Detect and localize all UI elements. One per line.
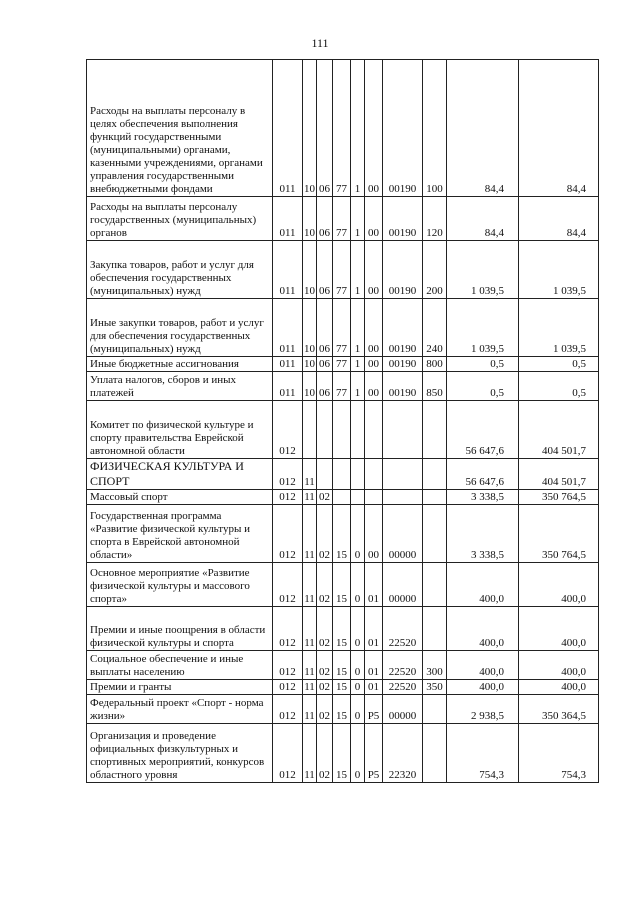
- row-sum-1: 0,5: [447, 372, 519, 401]
- row-program: 15: [333, 724, 351, 783]
- row-subsection: 02: [317, 563, 333, 607]
- row-event: [365, 401, 383, 459]
- row-expense-type: 120: [423, 197, 447, 241]
- row-sum-1: 84,4: [447, 197, 519, 241]
- row-section: 11: [303, 459, 317, 490]
- row-event: 00: [365, 60, 383, 197]
- row-direction: 22320: [383, 724, 423, 783]
- table-row: [87, 372, 599, 401]
- row-section: 11: [303, 724, 317, 783]
- row-expense-type: [423, 401, 447, 459]
- row-event: 01: [365, 607, 383, 651]
- row-sum-1: 56 647,6: [447, 459, 519, 490]
- row-name: Премии и гранты: [87, 680, 273, 695]
- row-sum-2: 350 764,5: [519, 490, 599, 505]
- row-direction: 22520: [383, 607, 423, 651]
- row-subprogram: 1: [351, 372, 365, 401]
- row-sum-2: 404 501,7: [519, 459, 599, 490]
- row-sum-1: 754,3: [447, 724, 519, 783]
- table-row: [87, 401, 599, 459]
- row-sum-2: 84,4: [519, 197, 599, 241]
- row-event: [365, 490, 383, 505]
- row-sum-2: 350 364,5: [519, 695, 599, 724]
- row-section: 11: [303, 695, 317, 724]
- row-direction: 00000: [383, 563, 423, 607]
- row-subprogram: 0: [351, 505, 365, 563]
- row-direction: 22520: [383, 651, 423, 680]
- row-subprogram: 0: [351, 695, 365, 724]
- row-event: 00: [365, 372, 383, 401]
- row-program: 77: [333, 241, 351, 299]
- row-subprogram: [351, 490, 365, 505]
- row-subsection: 02: [317, 490, 333, 505]
- table-row: [87, 60, 599, 197]
- row-subsection: [317, 401, 333, 459]
- row-expense-type: [423, 505, 447, 563]
- row-name: Закупка товаров, работ и услуг для обеспечения государственных (муниципальных) нужд: [87, 241, 273, 299]
- row-name: Уплата налогов, сборов и иных платежей: [87, 372, 273, 401]
- row-subsection: 06: [317, 299, 333, 357]
- row-event: [365, 459, 383, 490]
- row-subsection: [317, 459, 333, 490]
- row-sum-2: 400,0: [519, 651, 599, 680]
- row-expense-type: [423, 563, 447, 607]
- row-direction: 00190: [383, 197, 423, 241]
- row-sum-2: 1 039,5: [519, 241, 599, 299]
- row-program: 77: [333, 357, 351, 372]
- row-ved-code: 012: [273, 505, 303, 563]
- row-section: 11: [303, 563, 317, 607]
- table-row: [87, 197, 599, 241]
- row-program: 15: [333, 505, 351, 563]
- row-event: P5: [365, 724, 383, 783]
- row-sum-1: 84,4: [447, 60, 519, 197]
- row-sum-1: 400,0: [447, 607, 519, 651]
- row-expense-type: [423, 490, 447, 505]
- row-program: 77: [333, 372, 351, 401]
- row-ved-code: 011: [273, 241, 303, 299]
- row-program: [333, 401, 351, 459]
- row-ved-code: 012: [273, 607, 303, 651]
- page-number: 111: [311, 36, 329, 50]
- row-program: [333, 490, 351, 505]
- row-sum-1: 3 338,5: [447, 505, 519, 563]
- row-expense-type: [423, 724, 447, 783]
- row-sum-2: 400,0: [519, 680, 599, 695]
- row-ved-code: 012: [273, 490, 303, 505]
- row-direction: [383, 490, 423, 505]
- row-subsection: 06: [317, 241, 333, 299]
- row-ved-code: 012: [273, 401, 303, 459]
- row-subprogram: 1: [351, 197, 365, 241]
- row-name: ФИЗИЧЕСКАЯ КУЛЬТУРА И СПОРТ: [87, 459, 273, 490]
- row-ved-code: 011: [273, 357, 303, 372]
- row-sum-2: 1 039,5: [519, 299, 599, 357]
- row-event: 01: [365, 651, 383, 680]
- row-subsection: 06: [317, 197, 333, 241]
- row-subprogram: [351, 459, 365, 490]
- row-subprogram: 0: [351, 607, 365, 651]
- row-name: Расходы на выплаты персоналу государственных (муниципальных) органов: [87, 197, 273, 241]
- row-direction: 22520: [383, 680, 423, 695]
- row-subprogram: 0: [351, 680, 365, 695]
- row-event: 00: [365, 505, 383, 563]
- row-section: 11: [304, 491, 315, 503]
- row-direction: [383, 459, 423, 490]
- row-direction: 00190: [383, 372, 423, 401]
- row-sum-1: 3 338,5: [447, 490, 519, 505]
- table-row: [87, 505, 599, 563]
- row-section: 10: [303, 372, 317, 401]
- row-section: 10: [303, 60, 317, 197]
- row-ved-code: 012: [273, 680, 303, 695]
- row-subsection: 02: [317, 695, 333, 724]
- row-event: P5: [365, 695, 383, 724]
- row-name: Иные закупки товаров, работ и услуг для обеспечения государственных (муниципальных) нужд: [87, 299, 273, 357]
- table-row: [87, 724, 599, 783]
- row-program: 15: [333, 651, 351, 680]
- row-subprogram: 1: [351, 241, 365, 299]
- row-name: Комитет по физической культуре и спорту правительства Еврейской автономной области: [87, 401, 273, 459]
- row-sum-2: 0,5: [519, 372, 599, 401]
- row-direction: 00190: [383, 60, 423, 197]
- table-row: [87, 651, 599, 680]
- row-section: 10: [303, 241, 317, 299]
- row-sum-1: 0,5: [447, 357, 519, 372]
- row-section: 11: [304, 681, 315, 693]
- row-subsection: 02: [317, 651, 333, 680]
- row-name: Социальное обеспечение и иные выплаты населению: [87, 651, 273, 680]
- row-expense-type: 100: [423, 60, 447, 197]
- row-subsection: 02: [317, 724, 333, 783]
- row-event: 01: [365, 563, 383, 607]
- row-name: Государственная программа «Развитие физической культуры и спорта в Еврейской автономной области»: [87, 505, 273, 563]
- row-sum-1: 56 647,6: [447, 401, 519, 459]
- row-section: [303, 401, 317, 459]
- row-section: 11: [303, 505, 317, 563]
- row-sum-2: 400,0: [519, 563, 599, 607]
- row-sum-2: 350 764,5: [519, 505, 599, 563]
- row-name: Премии и иные поощрения в области физической культуры и спорта: [87, 607, 273, 651]
- row-subprogram: 0: [351, 724, 365, 783]
- row-direction: 00190: [383, 357, 423, 372]
- row-sum-1: 400,0: [447, 563, 519, 607]
- row-ved-code: 012: [273, 724, 303, 783]
- row-program: 15: [333, 680, 351, 695]
- row-name: Основное мероприятие «Развитие физической культуры и массового спорта»: [87, 563, 273, 607]
- row-program: 15: [333, 563, 351, 607]
- row-expense-type: [423, 607, 447, 651]
- row-ved-code: 012: [273, 563, 303, 607]
- row-expense-type: 240: [423, 299, 447, 357]
- row-ved-code: 012: [273, 651, 303, 680]
- row-subprogram: 1: [351, 299, 365, 357]
- row-subprogram: 0: [351, 651, 365, 680]
- row-subsection: 06: [317, 357, 333, 372]
- table-row: [87, 459, 599, 490]
- row-program: 77: [333, 197, 351, 241]
- row-expense-type: 200: [423, 241, 447, 299]
- row-program: 77: [333, 299, 351, 357]
- row-subsection: 06: [317, 372, 333, 401]
- row-program: [333, 459, 351, 490]
- row-ved-code: 011: [273, 372, 303, 401]
- row-subprogram: 0: [351, 563, 365, 607]
- table-row: [87, 357, 599, 372]
- row-sum-2: 754,3: [519, 724, 599, 783]
- row-sum-1: 400,0: [447, 651, 519, 680]
- row-direction: 00000: [383, 505, 423, 563]
- row-section: 10: [303, 197, 317, 241]
- row-section: 10: [303, 299, 317, 357]
- row-event: 00: [365, 299, 383, 357]
- row-expense-type: 300: [423, 651, 447, 680]
- row-direction: 00190: [383, 299, 423, 357]
- row-subprogram: 1: [351, 60, 365, 197]
- row-expense-type: 800: [423, 357, 447, 372]
- row-sum-2: 400,0: [519, 607, 599, 651]
- row-direction: 00190: [383, 241, 423, 299]
- budget-table: [86, 59, 599, 783]
- table-row: [87, 490, 599, 505]
- row-event: 00: [365, 197, 383, 241]
- row-program: 15: [333, 695, 351, 724]
- row-event: 00: [365, 241, 383, 299]
- row-sum-1: 2 938,5: [447, 695, 519, 724]
- row-sum-2: 404 501,7: [519, 401, 599, 459]
- row-sum-1: 1 039,5: [447, 299, 519, 357]
- row-ved-code: 011: [273, 60, 303, 197]
- row-sum-2: 0,5: [519, 357, 599, 372]
- table-row: [87, 563, 599, 607]
- row-section: 11: [303, 651, 317, 680]
- table-row: [87, 241, 599, 299]
- row-expense-type: [423, 459, 447, 490]
- row-subsection: 02: [317, 680, 333, 695]
- row-sum-2: 84,4: [519, 60, 599, 197]
- row-subsection: 06: [317, 60, 333, 197]
- row-name: Иные бюджетные ассигнования: [87, 357, 273, 372]
- row-direction: [383, 401, 423, 459]
- row-section: 11: [303, 607, 317, 651]
- row-event: 01: [365, 680, 383, 695]
- row-direction: 00000: [383, 695, 423, 724]
- row-section: 10: [304, 358, 315, 370]
- table-body: [87, 60, 599, 783]
- row-expense-type: 350: [423, 680, 447, 695]
- row-event: 00: [365, 357, 383, 372]
- row-name: Расходы на выплаты персоналу в целях обеспечения выполнения функций государственными (муниципальными) органами, казенными учреждениями, органами управления государственными внебюджетными фондами: [87, 60, 273, 197]
- row-sum-1: 1 039,5: [447, 241, 519, 299]
- row-ved-code: 011: [273, 197, 303, 241]
- row-ved-code: 011: [273, 299, 303, 357]
- row-program: 77: [333, 60, 351, 197]
- row-sum-1: 400,0: [447, 680, 519, 695]
- row-subsection: 02: [317, 505, 333, 563]
- row-ved-code: 012: [273, 695, 303, 724]
- row-subprogram: 1: [351, 357, 365, 372]
- table-row: [87, 607, 599, 651]
- row-name: Организация и проведение официальных физкультурных и спортивных мероприятий, конкурсов областного уровня: [87, 724, 273, 783]
- table-row: [87, 695, 599, 724]
- row-expense-type: 850: [423, 372, 447, 401]
- row-name: Массовый спорт: [87, 490, 273, 505]
- row-expense-type: [423, 695, 447, 724]
- table-row: [87, 299, 599, 357]
- row-ved-code: 012: [273, 459, 303, 490]
- row-name: Федеральный проект «Спорт - норма жизни»: [87, 695, 273, 724]
- row-subprogram: [351, 401, 365, 459]
- table-row: [87, 680, 599, 695]
- row-subsection: 02: [317, 607, 333, 651]
- row-program: 15: [333, 607, 351, 651]
